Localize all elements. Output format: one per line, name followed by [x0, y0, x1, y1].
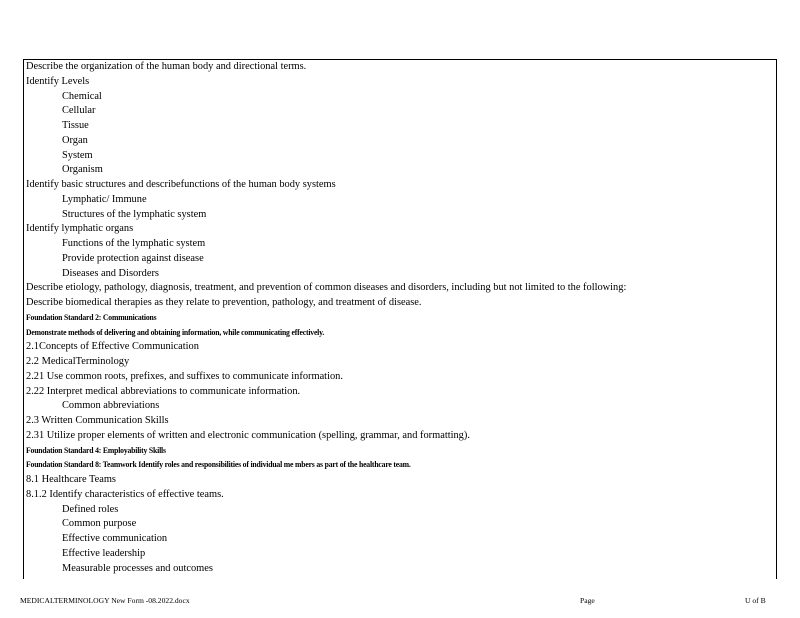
bullet-item [26, 119, 776, 134]
footer-page-number: U of B [745, 596, 766, 605]
text-line [26, 414, 776, 429]
line-text: Effective leadership [62, 547, 146, 559]
bullet-item [26, 208, 776, 223]
page-footer [0, 596, 800, 610]
bullet-item [26, 237, 776, 252]
footer-filename: MEDICALTERMINOLOGY New Form -08.2022.docx [20, 596, 190, 605]
line-text: 2.2 MedicalTerminology [26, 356, 130, 367]
line-text: 2.31 Utilize proper elements of written and electronic communication (spelling, grammar, and formatting). [26, 429, 470, 441]
footer-page-label: Page [580, 596, 595, 605]
line-text: Identify basic structures and describefunctions of the human body systems [26, 179, 336, 190]
bullet-item [26, 562, 776, 577]
line-text: Demonstrate methods of delivering and obtaining information, while communicating effectively. [26, 327, 325, 337]
line-text: 8.1.2 Identify characteristics of effective teams. [26, 488, 224, 500]
bullet-item [26, 267, 776, 282]
text-line [26, 473, 776, 488]
bullet-item [26, 90, 776, 105]
bullet-item [26, 252, 776, 267]
text-line [26, 370, 776, 385]
text-line [26, 75, 776, 90]
line-text: 8.1 Healthcare Teams [26, 474, 116, 485]
bullet-item [26, 532, 776, 547]
standard-heading [26, 311, 716, 326]
standard-heading [26, 444, 716, 459]
line-text: Identify Levels [26, 75, 90, 87]
text-line [26, 429, 776, 444]
bullet-item [26, 163, 776, 178]
line-text: Measurable processes and outcomes [62, 562, 213, 574]
line-text: Functions of the lymphatic system [62, 238, 206, 249]
line-text: Common abbreviations [62, 400, 160, 412]
bullet-item [26, 399, 776, 414]
line-text: Common purpose [62, 518, 137, 530]
bullet-item [26, 547, 776, 562]
line-text: Chemical [62, 90, 102, 102]
text-line [26, 178, 776, 193]
line-text: 2.22 Interpret medical abbreviations to communicate information. [26, 385, 301, 397]
line-text: Structures of the lymphatic system [62, 208, 207, 220]
bullet-item [26, 503, 776, 518]
line-text: Diseases and Disorders [62, 267, 159, 279]
document-body [26, 60, 776, 576]
line-text: Describe biomedical therapies as they relate to prevention, pathology, and treatment of disease. [26, 297, 422, 308]
standard-heading [26, 458, 716, 473]
line-text: Foundation Standard 4: Employability Skills [26, 445, 166, 455]
line-text: Describe the organization of the human body and directional terms. [26, 61, 307, 72]
line-text: Effective communication [62, 533, 168, 544]
line-text: Foundation Standard 8: Teamwork Identify roles and responsibilities of individual me mbers as part of the healthcare team. [26, 460, 411, 470]
line-text: Describe etiology, pathology, diagnosis, treatment, and prevention of common diseases and disorders, including but not limited to the following: [26, 282, 627, 294]
text-line [26, 296, 776, 311]
text-line [26, 281, 776, 296]
bullet-item [26, 149, 776, 164]
line-text: Cellular [62, 105, 96, 117]
line-text: 2.21 Use common roots, prefixes, and suffixes to communicate information. [26, 370, 343, 382]
line-text: Provide protection against disease [62, 252, 204, 264]
standard-heading [26, 326, 716, 341]
bullet-item [26, 517, 776, 532]
bullet-item [26, 193, 776, 208]
text-line [26, 340, 776, 355]
text-line [26, 355, 776, 370]
line-text: Identify lymphatic organs [26, 223, 134, 235]
line-text: Lymphatic/ Immune [62, 193, 147, 205]
text-line [26, 60, 776, 75]
bullet-item [26, 104, 776, 119]
line-text: System [62, 149, 93, 161]
line-text: Organ [62, 134, 88, 146]
text-line [26, 222, 776, 237]
text-line [26, 488, 776, 503]
text-line [26, 385, 776, 400]
bullet-item [26, 134, 776, 149]
line-text: 2.1Concepts of Effective Communication [26, 341, 199, 353]
line-text: Defined roles [62, 503, 119, 515]
line-text: Organism [62, 164, 103, 176]
line-text: Foundation Standard 2: Communications [26, 312, 157, 322]
line-text: Tissue [62, 120, 89, 131]
line-text: 2.3 Written Communication Skills [26, 415, 169, 426]
